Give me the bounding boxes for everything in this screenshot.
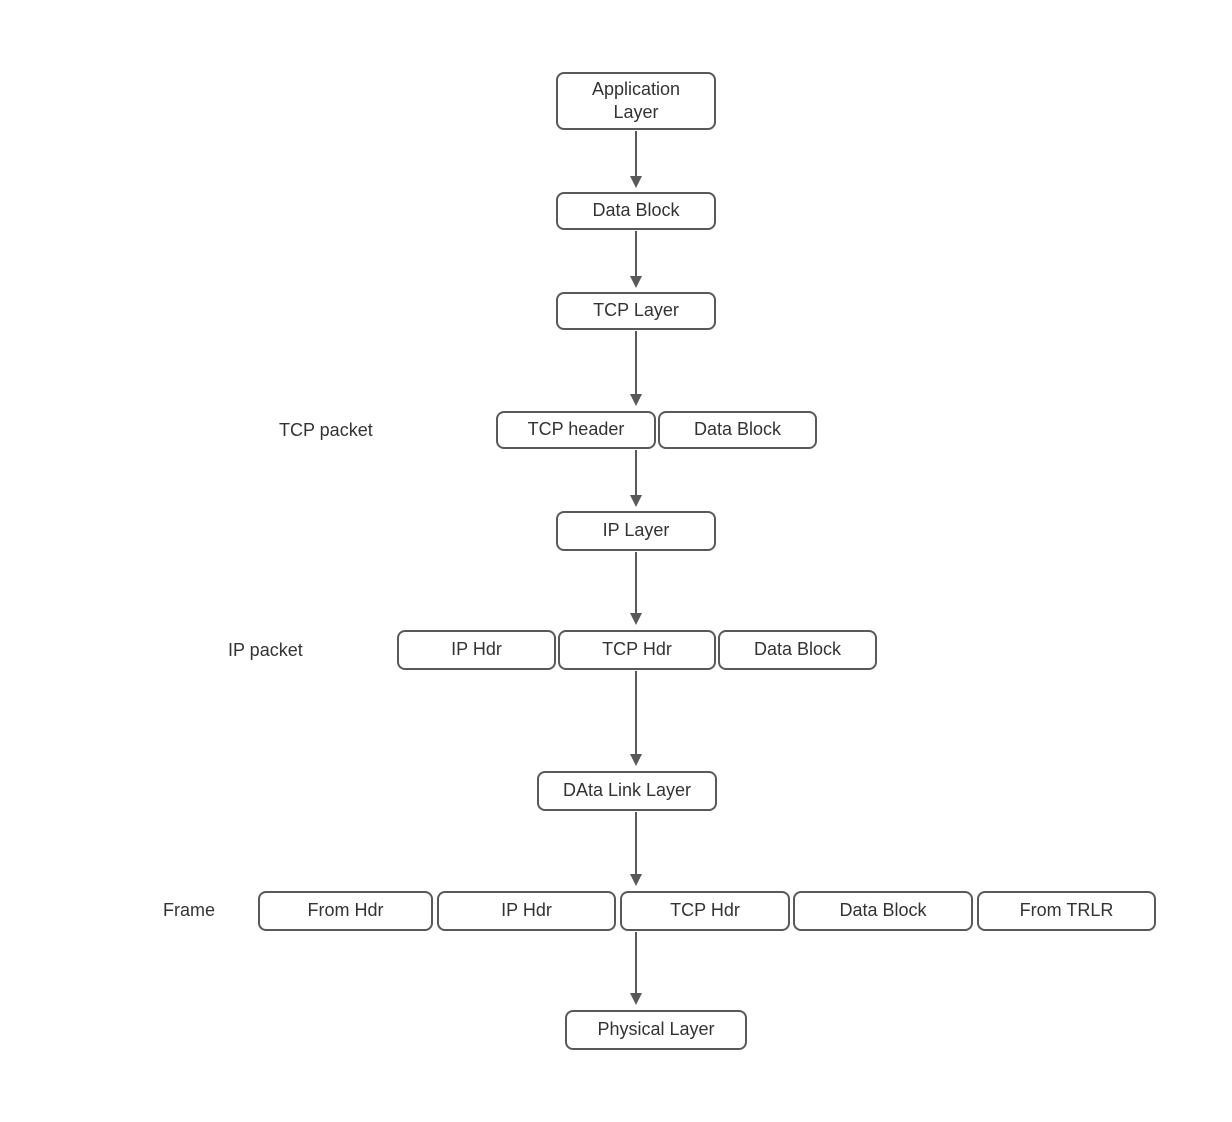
node-tcp-hdr-1: TCP Hdr <box>558 630 716 670</box>
node-ip-hdr-2: IP Hdr <box>437 891 616 931</box>
node-ip-layer: IP Layer <box>556 511 716 551</box>
node-tcp-header: TCP header <box>496 411 656 449</box>
row-label-tcp-packet: TCP packet <box>279 420 373 440</box>
row-label-frame: Frame <box>163 900 216 920</box>
node-tcp-layer: TCP Layer <box>556 292 716 330</box>
node-data-link-layer: DAta Link Layer <box>537 771 717 811</box>
node-data-block-3: Data Block <box>718 630 877 670</box>
node-application-layer: Application Layer <box>556 72 716 130</box>
node-data-block-1: Data Block <box>556 192 716 230</box>
node-ip-hdr-1: IP Hdr <box>397 630 556 670</box>
node-physical-layer: Physical Layer <box>565 1010 747 1050</box>
node-from-hdr: From Hdr <box>258 891 433 931</box>
node-data-block-4: Data Block <box>793 891 973 931</box>
node-from-trlr: From TRLR <box>977 891 1156 931</box>
node-data-block-2: Data Block <box>658 411 817 449</box>
node-tcp-hdr-2: TCP Hdr <box>620 891 790 931</box>
row-label-ip-packet: IP packet <box>228 640 303 660</box>
